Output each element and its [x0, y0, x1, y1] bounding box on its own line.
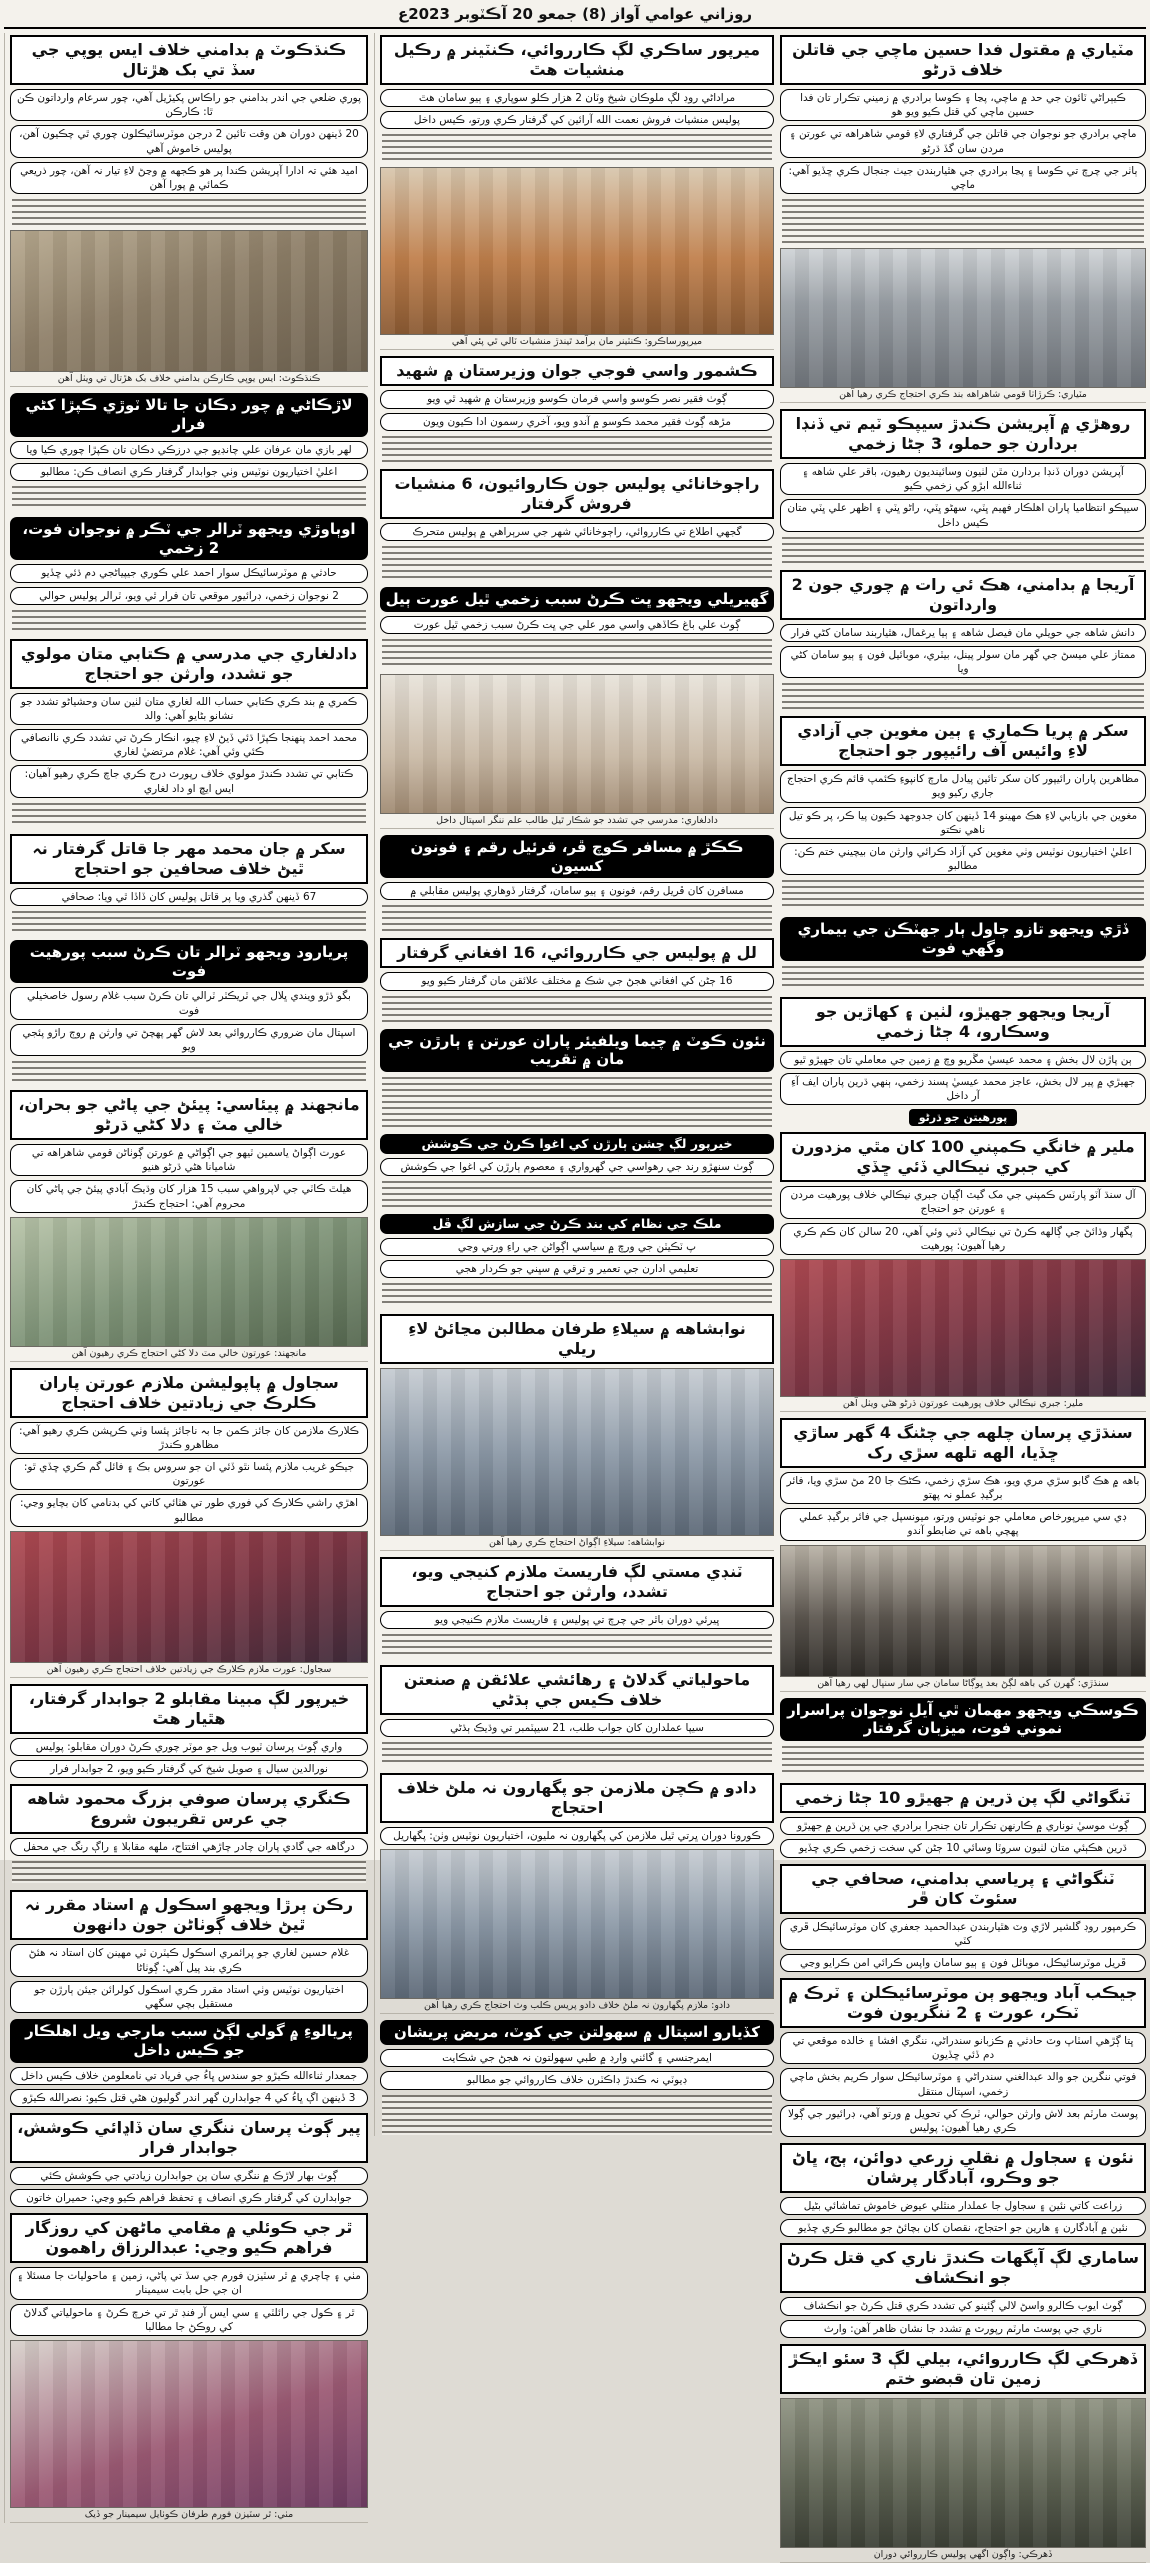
headline-ubauro-trailer-accident: اوٻاوڙي ويجهو ٽرالر جي ٽڪر ۾ نوجوان فوت، 2 زخمي [10, 517, 368, 561]
headline-rukan-barra-school: رڪن ٻرڙا ويجهو اسڪول ۾ استاد مقرر نہ ٿيڻ خلاف ڳوٺاڻن جون دانهون [10, 1890, 368, 1940]
headline-sukkur-journalists-protest: سکر ۾ جان محمد مهر جا قاتل گرفتار نہ ٿيڻ خلاف صحافين جو احتجاج [10, 834, 368, 884]
subhead: ڌرين هڪٻئي متان لٺيون سروٽا وسائي 10 ڄڻن کي سخت زخمي ڪري ڇڏيو [780, 1839, 1146, 1857]
subhead: جوابدارن کي گرفتار ڪري انصاف ۽ تحفظ فراهم ڪيو وڃي: حميران خاتون [10, 2189, 368, 2207]
headline-samaro-murder: ساماري لڳ آپگهات ڪندڙ ناري کي قتل ڪرڻ جو انڪشاف [780, 2243, 1146, 2293]
subhead: مٺي ۽ چاچري ۾ ٿر سٽيزن فورم جي سڏ تي پاڻي، زمين ۽ ماحوليات جا مسئلا ۽ ان جي حل بابت سيمينار [10, 2267, 368, 2299]
photo-matiari-road-protest [780, 248, 1146, 388]
body-text [382, 905, 772, 931]
headline-matiari-dharna: مٽياري ۾ مقتول فدا حسين ماچي جي قاتلن خلاف ڌرڻو [780, 35, 1146, 85]
body-text [12, 803, 366, 827]
subhead: پوري ضلعي جي اندر بدامني جو راڪاس پکيڙيل آهي، چور سرعام وارداتون ڪن ٿا: ڪارڪن [10, 89, 368, 121]
subhead: فوتي ننگرين جو والد عبدالغني سندراڻي ۽ موٽرسائيڪل سوار ڪريم بخش ماچي زخمي، اسپتال منتقل [780, 2068, 1146, 2100]
body-text [782, 966, 1144, 990]
subhead: ماچي برادري جو نوجوان جي قاتلن جي گرفتاري لاءِ قومي شاهراهه تي عورتن ۽ مردن سان گڏ ڌرڻو [780, 125, 1146, 157]
body-text [12, 911, 366, 933]
subhead: زراعت کاتي نئين ۽ سجاول جا عملدار منٿلي عيوض خاموش تماشائي بڻيل [780, 2197, 1146, 2215]
headline-gheryli-wall-collapse: گهيريلي ويجهو ڀت ڪرڻ سبب زخمي ٿيل عورت ٻيل [380, 587, 774, 612]
subhead: ڦريل موٽرسائيڪل، موبائل فون ۽ ٻيو سامان واپس ڪرائي امن ڪرايو وڃي [780, 1954, 1146, 1972]
headline-environment-case: ماحولياتي گدلاڻ ۽ رهائشي علائقن ۾ صنعتن خلاف ڪيس جي ٻڌڻي [380, 1665, 774, 1715]
photo-block [780, 248, 1146, 403]
photo-malir-women-dharna [780, 1259, 1146, 1397]
subhead: ڪتابي تي تشدد ڪندڙ مولوي خلاف رپورٽ درج ڪري جاچ ڪري رهيو آهيان: ايس ايڇ او داد لغاري [10, 765, 368, 797]
body-text [382, 1077, 772, 1127]
headline-mulk-nizam: ملڪ جي نظام کي بند ڪرڻ جي سازش لڳ ڦل [380, 1214, 774, 1234]
headline-nawabshah-rally: نوابشاهه ۾ سيلاءِ طرفان مطالبن مڃائڻ لاءِ ريلي [380, 1314, 774, 1364]
subhead: تعليمي ادارن جي تعمير و ترقي ۾ سڀني جو ڪردار هجي [380, 1260, 774, 1278]
headline-lal-afghans-arrested: لل ۾ پوليس جي ڪارروائي، 16 افغاني گرفتار [380, 938, 774, 968]
subhead: ڪلارڪ ملازمن کان جائز ڪمن جا بہ ناجائز پئسا وٺي ڪرپشن ڪري رهيو آهي: مظاهرو ڪندڙ [10, 1422, 368, 1454]
subhead: اختياريون نوٽيس وٺي استاد مقرر ڪري اسڪول کولرائن جيئن ٻارڙن جو مستقبل بچي سگهي [10, 1981, 368, 2013]
subhead: ناري جي پوسٽ مارٽم رپورٽ ۾ تشدد جا نشان ظاهر آهن: وارث [780, 2320, 1146, 2338]
subhead: پوليس منشيات فروش نعمت الله آرائين کي گرفتار ڪري ورتو، ڪيس داخل [380, 111, 774, 129]
photo-caption: دادو: ملازم پگهارون نہ ملڻ خلاف دادو پريس ڪلب وٽ احتجاج ڪري رهيا آهن [380, 1999, 774, 2014]
headline-naunkot-cheema-event: نئون ڪوٽ ۾ چيما ويلفيئر پاران عورتن ۽ ٻارڙن جي مان ۾ تقريب [380, 1029, 774, 1073]
subhead: نورالدين سيال ۽ صوبل شيخ کي گرفتار ڪيو ويو، 2 جوابدار فرار [10, 1760, 368, 1778]
photo-block [780, 2398, 1146, 2563]
photo-caption: سجاول: عورت ملازم ڪلارڪ جي زيادتين خلاف احتجاج ڪري رهيون آهن [10, 1663, 368, 1678]
headline-sujawal-fake-inputs: نئون ۽ سجاول ۾ نقلي زرعي دوائن، ٻج، ڀاڻ جو وڪرو، آبادگار پرشان [780, 2143, 1146, 2193]
subhead: غلام حسين لغاري جو پرائمري اسڪول ڪيٽرن ٽي مهينن کان استاد نہ هئڻ ڪري بند پيل آهي: ڳوٺاڻا [10, 1944, 368, 1976]
subhead: بگو ڌڙو ويندي ڀلال جي ٽريڪٽر ٽرالي تان ڪرڻ سبب غلام رسول خاصخيلي فوت [10, 987, 368, 1019]
subhead: باهه ۾ هڪ گابو سڙي مري ويو، هڪ سڙي زخمي، ڪڻڪ جا 20 مڻ سڙي ويا، فائر برگيڊ عملو نہ پهتو [780, 1472, 1146, 1504]
masthead-text: روزاني عوامي آواز (8) جمعو 20 آڪٽوبر 2023ع [397, 5, 753, 23]
subhead: عورت اڳواڻ ياسمين ٽيهو جي اڳواڻي ۾ عورتن ڳوٺاڻن قومي شاهراهه تي شاميانا هڻي ڌرڻو هنيو [10, 1144, 368, 1176]
body-text [12, 1061, 366, 1083]
photo-block [380, 1849, 774, 2014]
body-text [382, 134, 772, 162]
subhead: ڊيوٽي نہ ڪندڙ ڊاڪٽرن خلاف ڪارروائي جو مطالبو [380, 2071, 774, 2089]
body-text [782, 537, 1144, 563]
headline-arija-thefts: آريجا ۾ بدامني، هڪ ئي رات ۾ چوري جون 2 وارداتون [780, 570, 1146, 620]
headline-sujawal-population-protest: سجاول ۾ پاپوليشن ملازم عورتن پاران ڪلرڪ جي زيادتين خلاف احتجاج [10, 1368, 368, 1418]
body-text [12, 486, 366, 510]
body-text [12, 1861, 366, 1883]
subhead: آل سنڌ آٽو پارٽس ڪمپني جي مک گيٽ اڳيان جبري نيڪالي خلاف پورهيت مردن ۽ عورتن جو احتجاج [780, 1186, 1146, 1218]
photo-block [780, 1259, 1146, 1412]
headline-thar-coal-jobs: ٿر جي ڪوئلي ۾ مقامي ماڻهن کي روزگار فراهم ڪيو وڃي: عبدالرزاق راهمون [10, 2213, 368, 2263]
photo-nawabshah-rally [380, 1368, 774, 1536]
subhead: 20 ڏينهن دوران هن وقت تائين 2 درجن موٽرسائيڪلون چوري ٿي چڪيون آهن، پوليس خاموش آهي [10, 125, 368, 157]
subhead: 3 ڏينهن اڳ ڀاءُ کي 4 جوابدارن گهر اندر گوليون هڻي قتل ڪيو: نصرالله ڪيڙو [10, 2089, 368, 2107]
subhead: ڊي سي ميرپورخاص معاملي جو نوٽيس ورتو، ميونسپل جي فائر برگيڊ عملي پهچي باهه تي ضابطو آندو [780, 1508, 1146, 1540]
headline-tando-masti-forest: ٽنڊي مستي لڳ فاريسٽ ملازم کنيجي ويو، تشدد، وارثن جو احتجاج [380, 1557, 774, 1607]
subhead: مڙهه ڳوٺ فقير محمد ڪوسو ۾ آندو ويو، آخري رسمون ادا ڪيون ويون [380, 413, 774, 431]
subhead: سيپا عملدارن کان جواب طلب، 21 سيپٽمبر تي وڌيڪ ٻڌڻي [380, 1719, 774, 1737]
photo-caption: سنڌڙي: گهرن کي باهه لڳڻ بعد ڀوڳاڻا سامان جي سار سنڀال لهي رهيا آهن [780, 1677, 1146, 1692]
body-text [382, 1634, 772, 1658]
subhead: ڳوٺ بهار لاڙڪ ۾ ننگري سان ٻن جوابدارن زيادتي جي ڪوشش ڪئي [10, 2167, 368, 2185]
body-text [382, 639, 772, 669]
columns [4, 33, 1146, 2563]
subhead: حادثي ۾ موٽرسائيڪل سوار احمد علي ڪوري جيپياڻجي دم ڌئي ڇڏيو [10, 564, 368, 582]
headline-tangwani-fight: ٽنگواڻي لڳ پن ڌرين ۾ جهيڙو 10 ڄڻا زخمي [780, 1783, 1146, 1813]
subhead: ڀتا ڳڙهي اسٽاپ وٽ حادثي ۾ ڪزبانو سندراڻي، ننگري افشا ۽ خالده موقعي تي دم ڏئي ڇڏيون [780, 2032, 1146, 2064]
photo-sindhri-burnt-houses [780, 1545, 1146, 1677]
subhead: مراداڻي روڊ لڳ ملوڪان شيخ وٽان 2 هزار ڪلو سوپاري ۽ ٻيو سامان هٿ [380, 89, 774, 107]
photo-caption: مٺي: ٿر سٽيزن فورم طرفان ڪوٺايل سيمينار جو ڏيک [10, 2508, 368, 2523]
photo-caption: ڪنڌڪوٽ: ايس يوپي ڪارڪن بدامني خلاف بک هڙتال تي ويٺل آهن [10, 372, 368, 387]
headline-malir-workers: ملير ۾ خانگي ڪمپني 100 کان مٿي مزدورن کي جبري نيڪالي ڏئي ڇڏي [780, 1132, 1146, 1182]
subhead: ڪورونا دوران ڀرتي ٿيل ملازمن کي پگهارون نہ مليون، اختياريون نوٽيس وٺن: پگهاريل [380, 1827, 774, 1845]
body-text [382, 1742, 772, 1766]
photo-caption: مانجهند: عورتون خالي مٽ دلا کڻي احتجاج ڪري رهيون آهن [10, 1347, 368, 1362]
photo-thar-seminar [10, 2340, 368, 2508]
headline-sukkur-priya-kumari: سکر ۾ پريا ڪماري ۽ ٻين مغوين جي آزادي لاءِ وائيس آف رائيپور جو احتجاج [780, 716, 1146, 766]
photo-container-drugs [380, 167, 774, 335]
body-text [12, 610, 366, 632]
photo-block [10, 1531, 368, 1678]
photo-caption: ميرپورساڪرو: ڪنٽينر مان برآمد ٿيندڙ منشيات ٽالي ٿي پئي آهي [380, 335, 774, 350]
subhead: ٻاٺر جي چرچ تي ڪوسا ۽ پڃا برادري جي هٿياربندن جيٺ جنجال ڪري ڇڏيو آهي: ماچي [780, 162, 1146, 194]
headline-dadu-kitchen-staff: دادو ۾ ڪچن ملازمن جو پگهارون نہ ملڻ خلاف احتجاج [380, 1773, 774, 1823]
subhead: جهيڙي ۾ پير لال بخش، عاجز محمد عيسيٰ پسند زخمي، ٻنهي ڌرين پاران ايف آءِ آر داخل [780, 1073, 1146, 1105]
column-middle [374, 33, 774, 2136]
body-text [782, 880, 1144, 910]
subhead: 16 ڄڻن کي افغاني هجڻ جي شڪ ۾ مختلف علائقن مان گرفتار ڪيو ويو [380, 972, 774, 990]
column-left [4, 33, 368, 2523]
column-right [780, 33, 1146, 2563]
subhead: اعليٰ اختياريون نوٽيس وٺي جوابدار گرفتار ڪري انصاف ڪن: مطالبو [10, 463, 368, 481]
headline-larkana-shop-theft: لاڙڪاڻي ۾ چور دڪان جا تالا ٽوڙي ڪپڙا کڻي فرار [10, 393, 368, 437]
body-text [782, 1746, 1144, 1776]
photo-block [10, 1217, 368, 1362]
masthead [4, 2, 1146, 29]
photo-block [10, 2340, 368, 2523]
photo-caption: نوابشاهه: سيلاءِ اڳواڻ احتجاج ڪري رهيا آهن [380, 1536, 774, 1551]
subhead: واري ڳوٺ پرسان ٽيوب ويل جو موٽر چوري ڪرڻ دوران مقابلو: پوليس [10, 1738, 368, 1756]
subhead: هيلٿ ڪاٽي جي لاپرواهي سبب 15 هزار کان وڌيڪ آبادي پيئڻ جي پاڻي کان محروم آهي: احتجاج ڪندڙ [10, 1180, 368, 1212]
headline-jacobabad-accident: جيڪب آباد ويجهو ٻن موٽرسائيڪلن ۽ ٽرڪ ۾ ٽڪر، عورت ۽ 2 ننگريون فوت [780, 1978, 1146, 2028]
photo-block [380, 167, 774, 350]
photo-dharki-police-operation [780, 2398, 1146, 2548]
subhead: پگهار وڌائڻ جي ڳالهه ڪرڻ تي نيڪالي ڏني وئي آهي، 20 سالن کان ڪم ڪري رهيا آهيون: پورهيت [780, 1223, 1146, 1255]
photo-caption: ملير: جبري نيڪالي خلاف پورهيت عورتون ڌرڻو هڻي ويٺل آهن [780, 1397, 1146, 1412]
kicker-tag: پورهيتن جو ڌرڻو [909, 1109, 1018, 1126]
subhead: اهڙي راشي ڪلارڪ کي فوري طور تي هٽائي کاتي کي بدنامي کان بچايو وڃي: مطالبو [10, 1494, 368, 1526]
photo-block [380, 1368, 774, 1551]
subhead: 67 ڏينهن گذري ويا پر قاتل پوليس کان ڏاڏا ٿي ويا: صحافي [10, 888, 368, 906]
subhead: پوسٽ مارٽم بعد لاش وارثن حوالي، ٽرڪ کي تحويل ۾ ورتو آهي، ڊرائيور جي ڳولا ڪري رهيا آهيون: پوليس [780, 2105, 1146, 2137]
body-text [382, 546, 772, 580]
headline-dad-laghari-madrassa: دادلغاري جي مدرسي ۾ ڪتابي متان مولوي جو تشدد، وارثن جو احتجاج [10, 639, 368, 689]
subhead: ڳوٺ فقير نصر ڪوسو واسي فرمان ڪوسو وزيرستان ۾ شهيد ٿي ويو [380, 390, 774, 408]
subhead: ٻن پاڙن لال بخش ۽ محمد عيسيٰ مڱريو وچ ۾ زمين جي معاملي تان جهيڙو ٿيو [780, 1051, 1146, 1069]
subhead: آپريشن دوران ڏنڊا بردارن مٿن لٺيون وسائينديون رهيون، باقر علي شاهه ۽ ثناءالله ابڙو کي زخمي ڪيو [780, 463, 1146, 495]
headline-arija-fight: آريجا ويجهو جهيڙو، لٺين ۽ کهاڙين جو وسڪارو، 4 ڄڻا زخمي [780, 997, 1146, 1047]
body-text [782, 683, 1144, 709]
photo-caption: دادلغاري: مدرسي جي تشدد جو شڪار ٿيل طالب علم ننگر اسپتال داخل [380, 814, 774, 829]
subhead: ڪيٻراڻي ٽائون جي حد ۾ ماچي، پڃا ۽ ڪوسا برادري ۾ زميني تڪرار تان فدا حسين ماچي کي قتل ڪيو ويو هو [780, 89, 1146, 121]
body-text [382, 1283, 772, 1307]
headline-tangwani-robbery: ٽنگواڻي ۽ پرياسي بدامني، صحافي جي سئوٽ کان ڦر [780, 1864, 1146, 1914]
headline-khairpur-encounter: خيرپور لڳ مبينا مقابلو 2 جوابدار گرفتار، هٿيار هٿ [10, 1684, 368, 1734]
subhead: ڪمري ۾ بند ڪري ڪتابي حساب الله لغاري متان لٺين سان وحشياڻو تشدد جو نشانو بڻايو آهي: والد [10, 693, 368, 725]
headline-kashmore-soldier-martyr: ڪشمور واسي فوجي جوان وزيرستان ۾ شهيد [380, 356, 774, 386]
body-text [382, 996, 772, 1022]
subhead: اسپتال مان ضروري ڪارروائي بعد لاش گهر پهچڻ تي وارثن ۾ روڄ راڙو پئجي ويو [10, 1024, 368, 1056]
subhead: محمد احمد پنهنجا ڪپڙا ڌئي ڏيڻ لاءِ چيو، انڪار ڪرڻ تي تشدد ڪري ناانصافي ڪئي وئي آهي: غلام مرتضيٰ لغاري [10, 729, 368, 761]
photo-block [380, 674, 774, 829]
subhead: اميد هئي تہ ادارا آپريشن ڪندا پر هو ڪجهه ۾ وڃڻ لاءِ تيار نہ آهن، چور ذريعي ڪمائي ۾ پورا آهن [10, 162, 368, 194]
headline-priya-road-worker-death: پريارود ويجهو ٽرالر تان ڪرڻ سبب پورهيت فوت [10, 940, 368, 984]
body-text [12, 199, 366, 225]
subhead: مغوين جي بازيابي لاءِ هڪ مهينو 14 ڏينهن کان جدوجهد ڪيون پيا ڪر، پر ڪو تيل ناهي نڪتو [780, 807, 1146, 839]
body-text [782, 199, 1144, 243]
subhead: ڪرمپور روڊ گلشير لاڙي وٽ هٿياربندن عبدالحميد جعفري کان موٽرسائيڪل ڦري کٽي [780, 1918, 1146, 1950]
body-text [382, 1181, 772, 1207]
subhead: اعليٰ اختياريون نوٽيس وٺي مغوين کي آزاد ڪرائي وارثن مان بيچيني ختم ڪن: مطالبو [780, 843, 1146, 875]
subhead: ڳوٺ سنهڙو رند جي رهواسي جي گهرواري ۽ معصوم ٻارڙن کي اغوا جي ڪوشش [380, 1158, 774, 1176]
body-text [382, 436, 772, 462]
subhead: پ ٽڪيٽن جي ورڇ ۾ سياسي اڳواڻن جي راءِ ورتي وڃي [380, 1238, 774, 1256]
photo-caption: ڏهرڪي: واڳون اگهي پوليس ڪارروائي دوران [780, 2548, 1146, 2563]
subhead: جمعدار ثناءالله ڪيڙو جو سندس ڀاءُ جي فرياد تي نامعلومن خلاف ڪيس داخل [10, 2067, 368, 2085]
subhead: ڳوٺ ايوب ڪالرو واسڻ لالي ڳئينو کي تشدد ڪري قتل ڪرڻ جو انڪشاف [780, 2297, 1146, 2315]
photo-block [10, 230, 368, 387]
headline-khairpur-children: خيرپور لڳ چشن ٻارڙن کي اغوا ڪرڻ جي ڪوشش [380, 1134, 774, 1154]
photo-sujawal-women-protest [10, 1531, 368, 1663]
subhead: ايمرجنسي ۽ گائني وارڊ ۾ طبي سهولتون نہ هجڻ جي شڪايت [380, 2049, 774, 2067]
headline-koski-guest-death: ڪوسڪي ويجهو مهمان ٿي آيل نوجوان پراسرار نموني فوت، ميزبان گرفتار [780, 1698, 1146, 1742]
headline-pir-goth-assault: پير ڳوٺ پرسان ننگري سان ڏاڍائي ڪوشش، جوابدار فرار [10, 2113, 368, 2163]
subhead: نئين ۾ آبادگارن ۽ هارين جو احتجاج، نقصان کان بچائڻ جو مطالبو ڪري ڇڏيو [780, 2219, 1146, 2237]
subhead: جيڪو غريب ملازم پئسا نٿو ڏئي ان جو سروس بڪ ۽ فائل گم ڪري ڇڏي ٿو: عورتون [10, 1458, 368, 1490]
photo-madrassa-student [380, 674, 774, 814]
subhead: ڳوٺ موسيٰ نوناري ۾ ڪارنهن تڪرار تان جنجرا برادري جي پن ڌرين ۾ جهيڙو [780, 1817, 1146, 1835]
subhead: سيپڪو انتظاميا پاران اهلڪار فهيم ڀٽي، سهڻو ڀٽي، راڻو ڀٽي ۽ اظهر علي ڀٽي متان ڪيس داخل [780, 499, 1146, 531]
photo-kandhkot-hunger-strike [10, 230, 368, 372]
subhead: دانش شاهه جي حويلي مان فيصل شاهه ۽ ٻيا يرغمال، هٿياربند سامان کڻي فرار [780, 624, 1146, 642]
headline-kingri-urs: ڪنگري پرسان صوفي بزرگ محمود شاهه جي عرس تقريبون شروع [10, 1784, 368, 1834]
photo-caption: مٽياري: ڪرڙاٺا قومي شاهراهه بند ڪري احتجاج ڪري رهيا آهن [780, 388, 1146, 403]
subhead: 2 نوجوان زخمي، ڊرائيور موقعي تان فرار ٿي ويو، ٽرالر پوليس حوالي [10, 587, 368, 605]
subhead: ڳوٺ علي باغ ڪاڏهي واسي مور علي جي ڀت ڪرڻ سبب زخمي ٿيل عورت [380, 616, 774, 634]
headline-manjhand-water-crisis: مانجهند ۾ پيئاسي: پيئڻ جي پاڻي جو بحران، خالي مٽ ۽ دلا کڻي ڌرڻو [10, 1090, 368, 1140]
headline-rohri-sepco-attack: روهڙي ۾ آپريشن ڪندڙ سيپڪو ٽيم تي ڏنڊا بردارن جو حملو، 3 ڄڻا زخمي [780, 409, 1146, 459]
headline-dadi-infant-death: ڏڙي ويجهو تازو ڄاول ٻار جهٽڪن جي بيماري وگهي فوت [780, 917, 1146, 961]
subhead: گجهي اطلاع تي ڪارروائي، راڄوخانائي شهر جي سرٻراهي ۾ پوليس متحرڪ [380, 523, 774, 541]
photo-dadu-protest [380, 1849, 774, 1999]
headline-sindhri-fire: سنڌڙي پرسان چلهه جي چڻنگ 4 گهر ساڙي ڇڏيا، الهه تلهه سڙي رک [780, 1418, 1146, 1468]
headline-rajo-khanai-police: راڄوخانائي پوليس جون ڪاروائيون، 6 منشيات فروش گرفتار [380, 469, 774, 519]
headline-prialo-case: پريالوءِ ۾ گولي لڳڻ سبب مارجي ويل اهلڪار جو ڪيس داخل [10, 2019, 368, 2063]
headline-khadiaro-hospital: کڏيارو اسپتال ۾ سهولتن جي کوٽ، مريض پريشان [380, 2020, 774, 2045]
photo-block [780, 1545, 1146, 1692]
subhead: مسافرن کان ڦريل رقم، فونون ۽ ٻيو سامان، گرفتار ڏوهاري پوليس مقابلي ۾ [380, 882, 774, 900]
headline-dharki-land: ڏهرڪي لڳ ڪارروائي، بيلي لڳ 3 سئو ايڪڙ زمين تان قبضو ختم [780, 2344, 1146, 2394]
body-text [382, 2095, 772, 2135]
subhead: درگاهه جي گادي پاران چادر چاڙهي افتتاح، ملهه مقابلا ۽ راڳ رنگ جي محفل [10, 1838, 368, 1856]
subhead: لهر بازي مان عرفان علي چانڊيو جي درزڪي دڪان تان ڪپڙا چوري ڪيا ويا [10, 441, 368, 459]
subhead: مظاهرين پاران رائيپور کان سکر تائين پيادل مارچ کانپوءِ ڪئمپ قائم ڪري احتجاج جاري رکيو ويو [780, 770, 1146, 802]
photo-manjhand-pots-protest [10, 1217, 368, 1347]
headline-mirpur-sakro-drugs: ميرپور ساڪري لڳ ڪارروائي، ڪنٽينر ۾ رڪيل منشيات هٿ [380, 35, 774, 85]
headline-kandhkot-hunger-strike: ڪنڌڪوٽ ۾ بدامني خلاف ايس يوپي جي سڏ تي بک هڙتال [10, 35, 368, 85]
subhead: ڀيرئي دوران باٿر جي چرچ تي پوليس ۽ فاريسٽ ملازم ڪنيجي ويو [380, 1611, 774, 1629]
subhead: ممتاز علي ميسڻ جي گهر مان سولر پينل، بيٽري، موبائيل فون ۽ ٻيو سامان کڻي ويا [780, 646, 1146, 678]
subhead: ٿر ۽ ڪول جي رائلٽي ۽ سي ايس آر فنڊ ٿر تي خرچ ڪرڻ ۽ ماحولياتي گدلاڻ کي روڪڻ جا مطالبا [10, 2304, 368, 2336]
headline-kakar-coach-robbery: ڪڪڙ ۾ مسافر ڪوچ ڦر، قرئيل رقم ۽ فونون کسيون [380, 835, 774, 879]
